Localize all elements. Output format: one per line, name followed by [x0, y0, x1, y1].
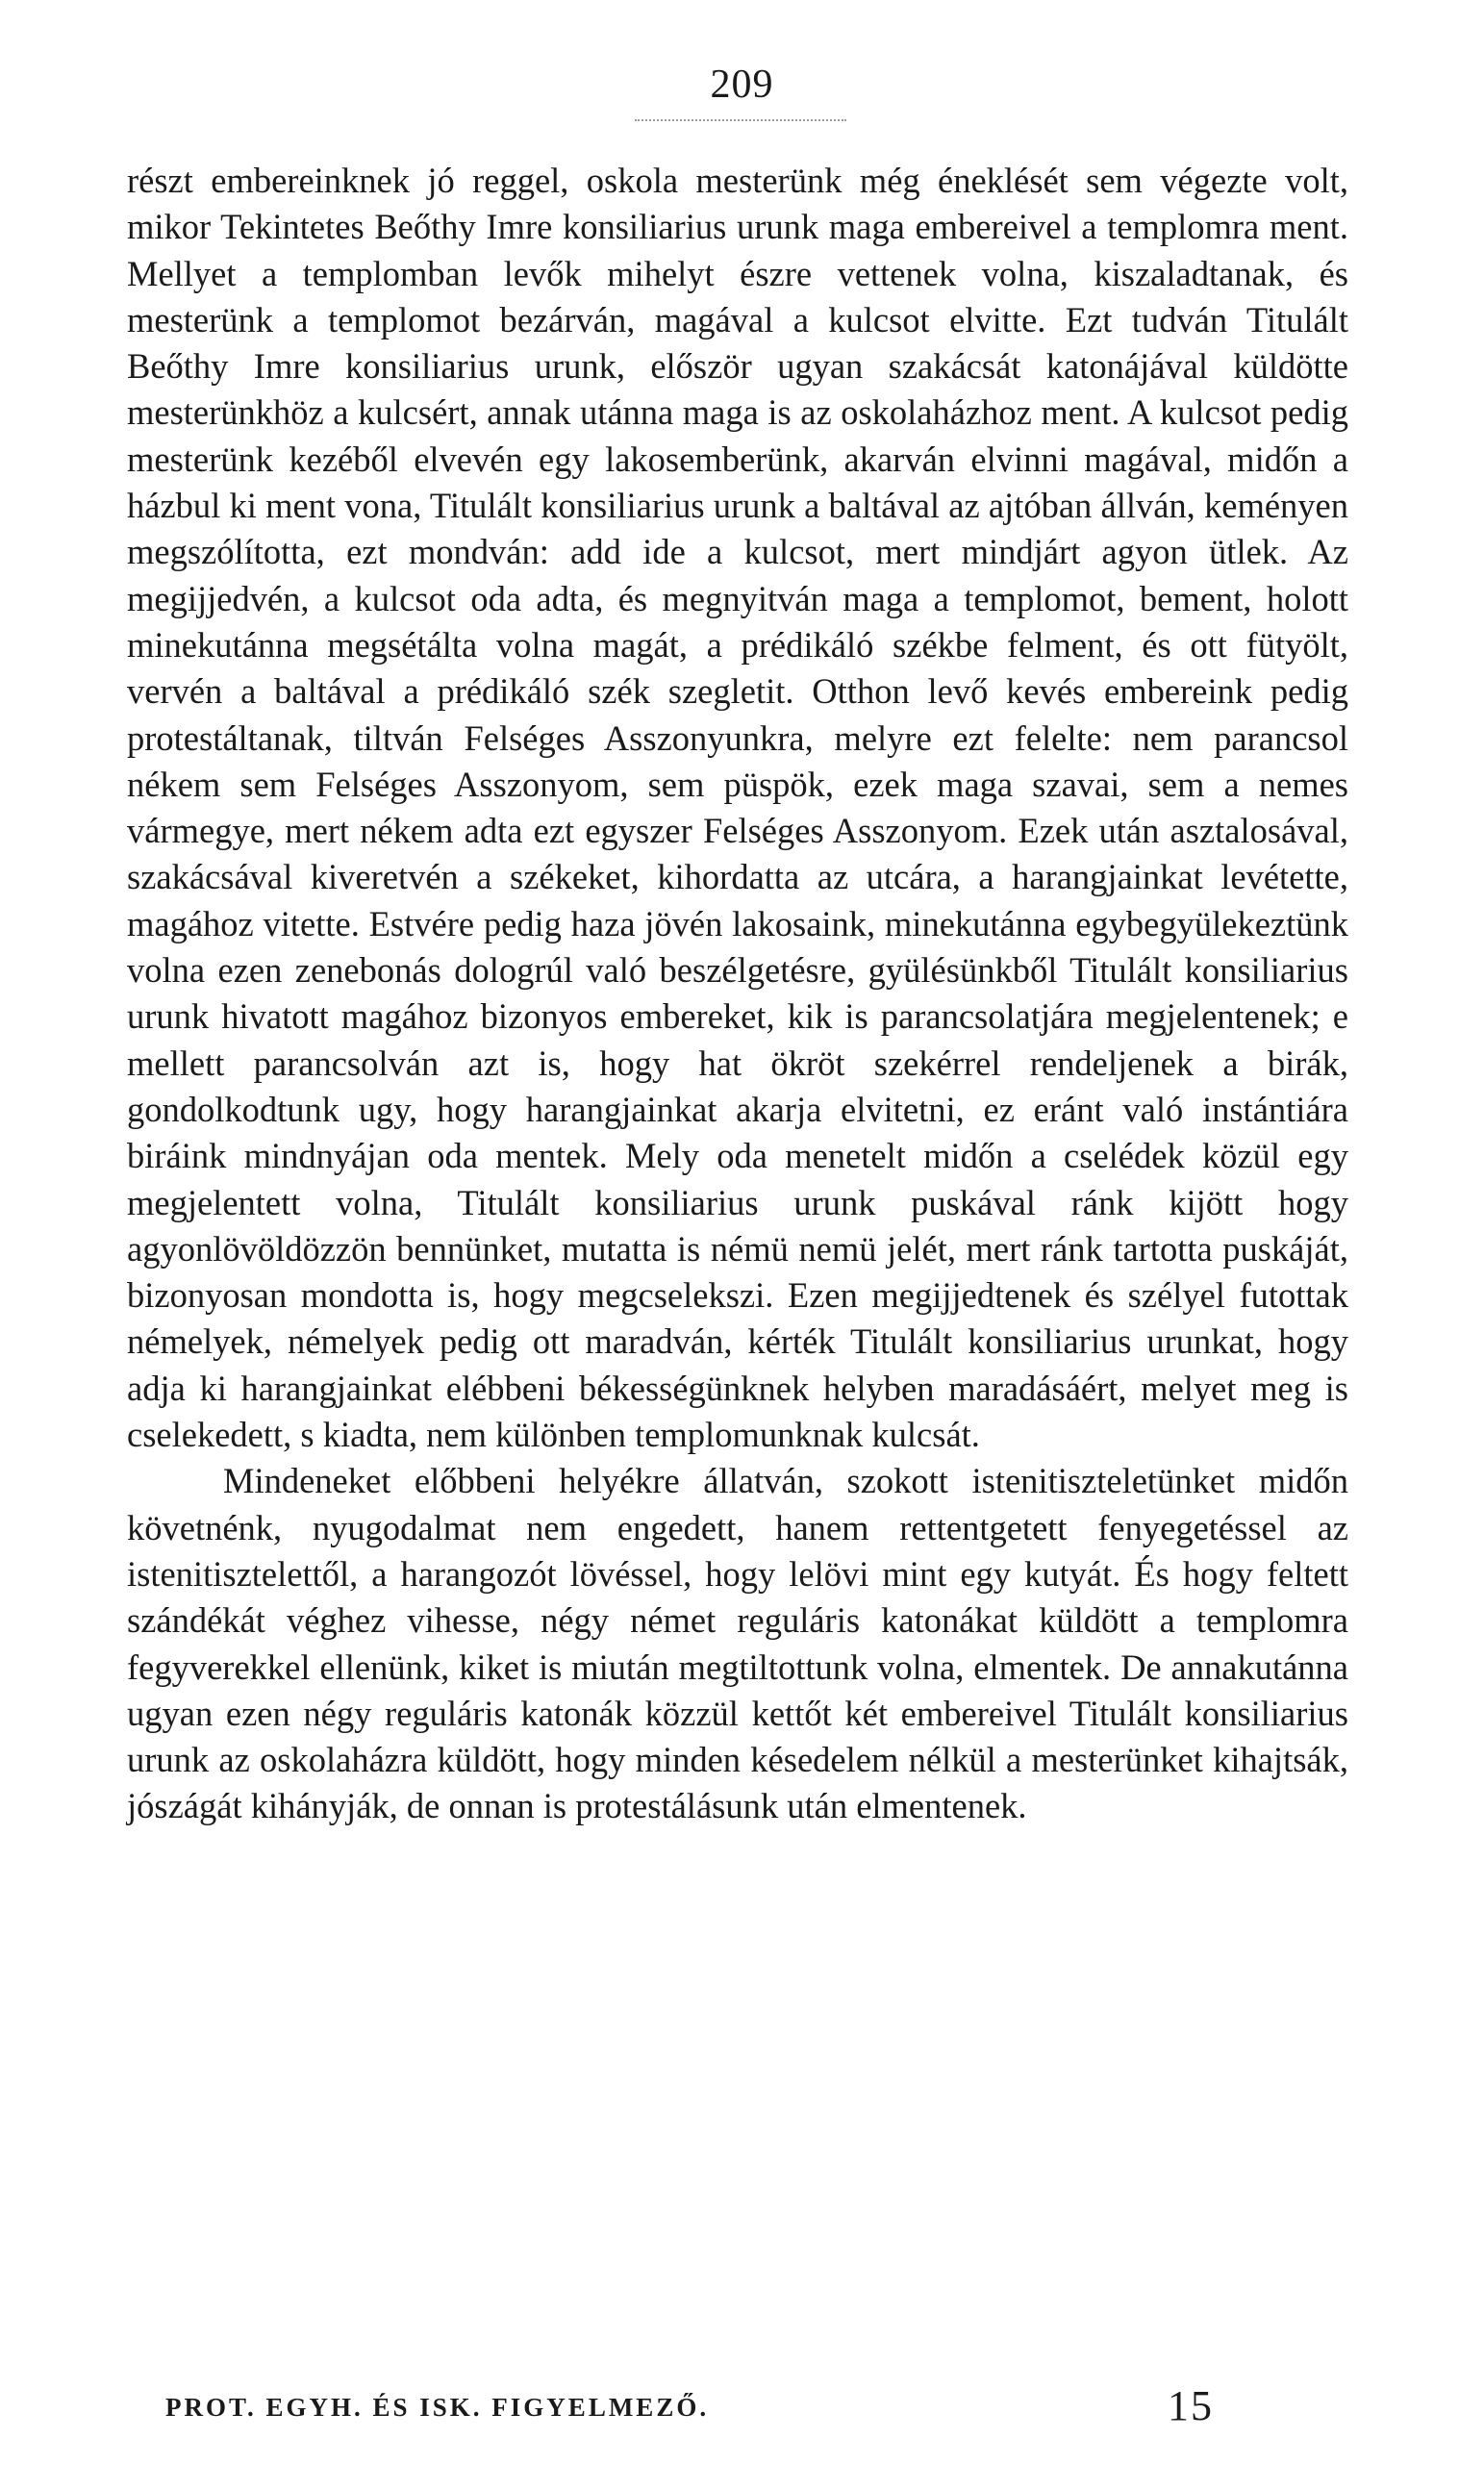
paragraph-1: részt embereinknek jó reggel, oskola mesterünk még éneklését sem végezte volt, mikor Tekintetes Beőthy Imre konsiliarius urunk maga embereivel a templomra ment. Mellyet a templomban levők mihelyt észre vettenek volna, kiszaladtanak, és mesterünk a templomot bezárván, magával a kulcsot elvitte. Ezt tudván Titulált Beőthy Imre konsiliarius urunk, először ugyan szakácsát katonájával küldötte mesterünkhöz a kulcsért, annak utánna maga is az oskolaházhoz ment. A kulcsot pedig mesterünk kezéből elvevén egy lakosemberünk, akarván elvinni magával, midőn a házbul ki ment vona, Titulált konsiliarius urunk a baltával az ajtóban állván, keményen megszólította, ezt mondván: add ide a kulcsot, mert mindjárt agyon ütlek. Az megijjedvén, a kulcsot oda adta, és megnyitván maga a templomot, bement, holott minekutánna megsétálta volna magát, a prédikáló székbe felment, és ott fütyölt, vervén a baltával a prédikáló szék szegletit. Otthon levő kevés embereink pedig protestáltanak, tiltván Felséges Asszonyunkra, melyre ezt felelte: nem parancsol nékem sem Felséges Asszonyom, sem püspök, ezek maga szavai, sem a nemes vármegye, mert nékem adta ezt egyszer Felséges Asszonyom. Ezek után asztalosával, szakácsával kiveretvén a székeket, kihordatta az utcára, a harangjainkat levétette, magához vitette. Estvére pedig haza jövén lakosaink, minekutánna egybegyülekeztünk volna ezen zenebonás dologrúl való beszélgetésre, gyülésünkből Titulált konsiliarius urunk hivatott magához bizonyos embereket, kik is parancsolatjára megjelentenek; e mellett parancsolván azt is, hogy hat ökröt szekérrel rendeljenek a birák, gondolkodtunk ugy, hogy harangjainkat akarja elvitetni, ez eránt való instántiára biráink mindnyájan oda mentek. Mely oda menetelt midőn a cselédek közül egy megjelentett volna, Titulált konsiliarius urunk puskával ránk kijött hogy agyonlövöldözzön bennünket, mutatta is némü nemü jelét, mert ránk tartotta puskáját, bizonyosan mondotta is, hogy megcselekszi. Ezen megijjedtenek és szélyel futottak némelyek, némelyek pedig ott maradván, kérték Titulált konsiliarius urunkat, hogy adja ki harangjainkat elébbeni békességünknek helyben maradásáért, melyet meg is cselekedett, s kiadta, nem különben templomunknak kulcsát.	[127, 161, 1348, 1455]
footer-signature-number: 15	[1168, 2382, 1214, 2429]
header-divider	[635, 119, 846, 121]
footer-journal-title: PROT. EGYH. ÉS ISK. FIGYELMEZŐ.	[165, 2393, 710, 2422]
paragraph-2: Mindeneket előbbeni helyékre állatván, szokott istenitiszteletünket midőn követnénk, nyugodalmat nem engedett, hanem rettentgetett fenyegetéssel az istenitisztelettől, a harangozót lövéssel, hogy lelövi mint egy kutyát. És hogy feltett szándékát véghez vihesse, négy német reguláris katonákat küldött a templomra fegyverekkel ellenünk, kiket is miután megtiltottunk volna, elmentek. De annakutánna ugyan ezen négy reguláris katonák közzül kettőt két embereivel Titulált konsiliarius urunk az oskolaházra küldött, hogy minden késedelem nélkül a mesterünket kihajtsák, jószágát kihányják, de onnan is protestálásunk után elmentenek.	[127, 1461, 1348, 1826]
body-text	[127, 158, 1348, 1830]
page-footer	[165, 2381, 1214, 2435]
page-number: 209	[710, 63, 774, 107]
